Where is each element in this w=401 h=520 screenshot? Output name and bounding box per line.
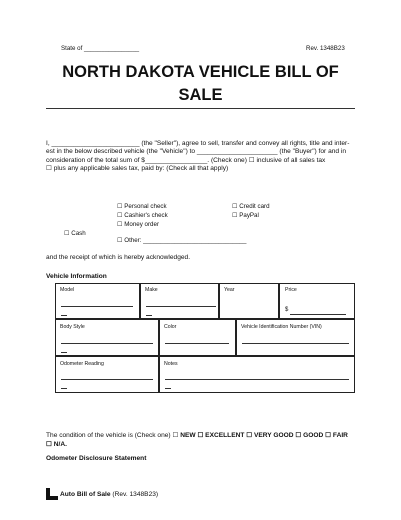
vin-line <box>242 343 349 344</box>
payment-other[interactable]: ☐ Other: ______________________________ <box>117 237 247 244</box>
condition-very-good[interactable]: ☐ VERY GOOD <box>246 432 294 439</box>
odometer-cell[interactable] <box>55 356 159 393</box>
payment-credit-card[interactable]: ☐ Credit card <box>232 203 270 210</box>
footer-rev: (Rev. 1348B23) <box>112 491 159 498</box>
condition-na[interactable]: ☐ N/A. <box>46 441 67 448</box>
price-line <box>290 314 346 315</box>
intro-line-3: consideration of the total sum of $_________________. (Check one) ☐ inclusive of all sales tax <box>46 156 326 164</box>
model-label: Model <box>60 287 75 293</box>
make-line-1 <box>146 306 216 307</box>
notes-cell[interactable] <box>159 356 355 393</box>
model-line-1 <box>61 306 133 307</box>
price-dollar-sign: $ <box>285 307 289 313</box>
condition-line-1 <box>46 432 348 440</box>
intro-paragraph <box>46 140 361 174</box>
title-divider <box>46 108 355 109</box>
color-cell[interactable] <box>159 319 236 356</box>
odometer-line-2 <box>61 388 67 389</box>
vehicle-info-table <box>55 283 355 393</box>
document-title-line2: SALE <box>178 86 223 104</box>
notes-line-1 <box>165 379 349 380</box>
body-style-line-2 <box>61 352 67 353</box>
price-label: Price <box>285 287 297 293</box>
receipt-acknowledgement: and the receipt of which is hereby acknowledged. <box>46 254 191 261</box>
model-cell[interactable] <box>55 283 140 319</box>
payment-paypal[interactable]: ☐ PayPal <box>232 212 259 219</box>
condition-fair[interactable]: ☐ FAIR <box>325 432 348 439</box>
vehicle-info-heading: Vehicle Information <box>46 273 107 280</box>
intro-line-1: I, ________________________ (the "Seller"), agree to sell, transfer and convey all rights, title and inter- <box>46 140 350 147</box>
odometer-disclosure-heading: Odometer Disclosure Statement <box>46 455 147 462</box>
year-cell[interactable] <box>219 283 279 319</box>
condition-new[interactable]: NEW <box>180 432 196 439</box>
vin-label: Vehicle Identification Number (VIN) <box>241 324 322 330</box>
condition-excellent[interactable]: ☐ EXCELLENT <box>197 432 245 439</box>
color-label: Color <box>164 324 177 330</box>
odometer-line-1 <box>61 379 153 380</box>
state-of-label: State of ________________ <box>61 45 140 52</box>
notes-line-2 <box>165 388 171 389</box>
color-line <box>165 343 229 344</box>
payment-personal-check[interactable]: ☐ Personal check <box>117 203 167 210</box>
year-label: Year <box>224 287 235 293</box>
body-style-cell[interactable] <box>55 319 159 356</box>
payment-cashiers-check[interactable]: ☐ Cashier's check <box>117 212 168 219</box>
document-title-line1: NORTH DAKOTA VEHICLE BILL OF <box>62 63 339 81</box>
intro-line-4: ☐ plus any applicable sales tax, paid by: (Check all that apply) <box>46 165 229 173</box>
revision-label: Rev. 1348B23 <box>306 45 345 52</box>
condition-good[interactable]: ☐ GOOD <box>295 432 324 439</box>
price-cell[interactable] <box>279 283 355 319</box>
make-cell[interactable] <box>140 283 219 319</box>
condition-prefix: The condition of the vehicle is (Check one) ☐ <box>46 432 179 439</box>
footer-title: Auto Bill of Sale <box>60 491 111 498</box>
intro-line-2: est in the below described vehicle (the "Vehicle") to ______________________ (the "Buyer") for and in <box>46 148 347 156</box>
make-line-2 <box>146 315 152 316</box>
odometer-label: Odometer Reading <box>60 361 104 367</box>
body-style-line-1 <box>61 343 153 344</box>
model-line-2 <box>61 315 67 316</box>
footer-label <box>60 491 158 499</box>
make-label: Make <box>145 287 158 293</box>
payment-cash[interactable]: ☐ Cash <box>64 230 86 237</box>
notes-label: Notes <box>164 361 178 367</box>
brand-logo-icon <box>46 488 58 500</box>
payment-money-order[interactable]: ☐ Money order <box>117 221 160 228</box>
vin-cell[interactable] <box>236 319 355 356</box>
body-style-label: Body Style <box>60 324 85 330</box>
